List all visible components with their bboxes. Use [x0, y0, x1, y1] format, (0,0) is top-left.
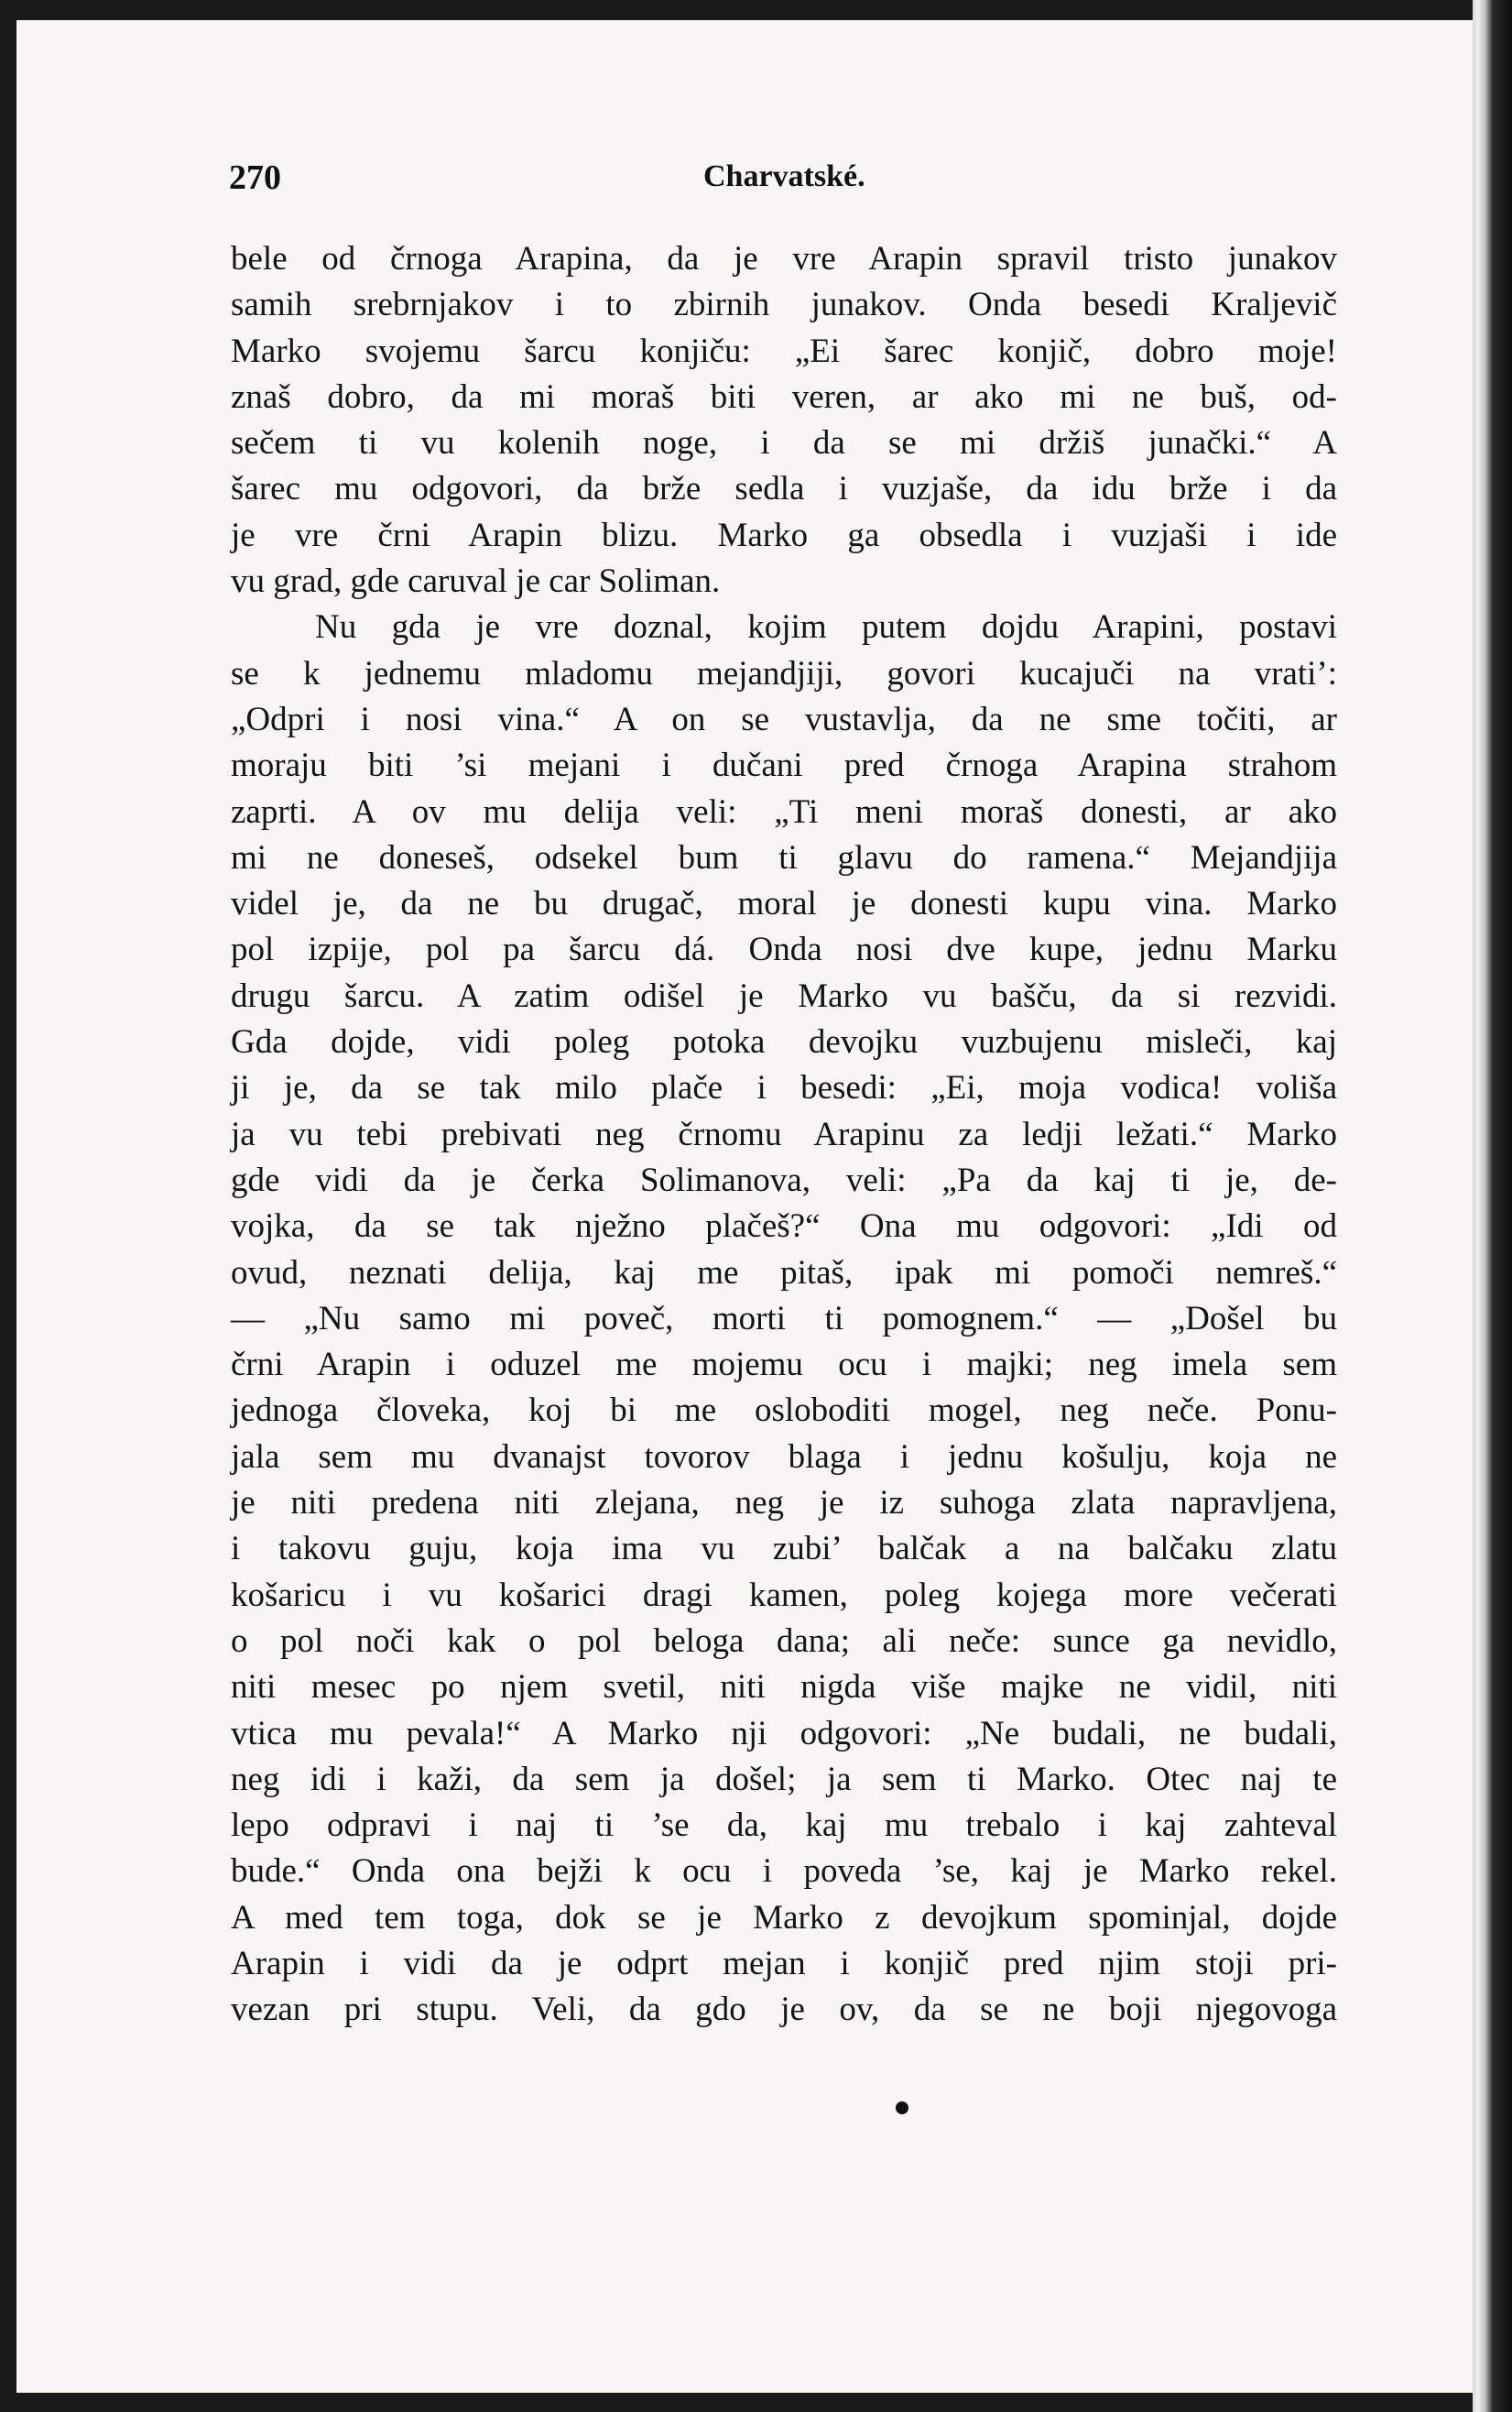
text-line: jednoga človeka, koj bi me osloboditi mogel, neg neče. Ponu- [231, 1392, 1337, 1430]
text-line: jala sem mu dvanajst tovorov blaga i jednu košulju, koja ne [231, 1437, 1337, 1476]
ink-dot [896, 2101, 908, 2114]
text-line: mi ne doneseš, odsekel bum ti glavu do ramena.“ Mejandjija [231, 838, 1337, 877]
text-line: bele od črnoga Arapina, da je vre Arapin spravil tristo junakov [231, 240, 1337, 278]
text-line: zaprti. A ov mu delija veli: „Ti meni moraš donesti, ar ako [231, 792, 1337, 831]
text-line: ji je, da se tak milo plače i besedi: „Ei, moja vodica! voliša [231, 1069, 1337, 1108]
text-line: črni Arapin i oduzel me mojemu ocu i majki; neg imela sem [231, 1346, 1337, 1384]
text-line: — „Nu samo mi poveč, morti ti pomognem.“ — „Došel bu [231, 1299, 1337, 1337]
text-line: Arapin i vidi da je odprt mejan i konjič pred njim stoji pri- [231, 1944, 1337, 1982]
text-line: videl je, da ne bu drugač, moral je donesti kupu vina. Marko [231, 885, 1337, 923]
text-line: znaš dobro, da mi moraš biti veren, ar ako mi ne buš, od- [231, 377, 1337, 416]
text-line: bude.“ Onda ona bejži k ocu i poveda ’se, kaj je Marko rekel. [231, 1852, 1337, 1891]
text-line: košaricu i vu košarici dragi kamen, poleg kojega more večerati [231, 1576, 1337, 1614]
text-line: „Odpri i nosi vina.“ A on se vustavlja, da ne sme točiti, ar [231, 700, 1337, 738]
text-line: moraju biti ’si mejani i dučani pred črnoga Arapina strahom [231, 747, 1337, 785]
text-line: i takovu guju, koja ima vu zubi’ balčak a na balčaku zlatu [231, 1530, 1337, 1568]
text-line: vu grad, gde caruval je car Soliman. [231, 562, 721, 601]
text-line: Gda dojde, vidi poleg potoka devojku vuzbujenu misleči, kaj [231, 1023, 1337, 1062]
text-line: niti mesec po njem svetil, niti nigda više majke ne vidil, niti [231, 1668, 1337, 1707]
text-line: neg idi i kaži, da sem ja došel; ja sem ti Marko. Otec naj te [231, 1760, 1337, 1798]
text-line: pol izpije, pol pa šarcu dá. Onda nosi dve kupe, jednu Marku [231, 931, 1337, 969]
text-line: je niti predena niti zlejana, neg je iz suhoga zlata napravljena, [231, 1484, 1337, 1523]
running-title: Charvatské. [703, 159, 865, 193]
text-line: ovud, neznati delija, kaj me pitaš, ipak mi pomoči nemreš.“ [231, 1253, 1337, 1292]
page-header [229, 158, 1337, 203]
page-number: 270 [229, 158, 281, 197]
text-line: o pol noči kak o pol beloga dana; ali neče: sunce ga nevidlo, [231, 1621, 1337, 1660]
body-text [231, 236, 1337, 2034]
text-line: vtica mu pevala!“ A Marko nji odgovori: „Ne budali, ne budali, [231, 1714, 1337, 1752]
text-line: vojka, da se tak nježno plačeš?“ Ona mu odgovori: „Idi od [231, 1207, 1337, 1246]
text-line: A med tem toga, dok se je Marko z devojkum spominjal, dojde [231, 1898, 1337, 1937]
text-line: šarec mu odgovori, da brže sedla i vuzjaše, da idu brže i da [231, 470, 1337, 508]
text-line: Nu gda je vre doznal, kojim putem dojdu Arapini, postavi [315, 608, 1337, 647]
text-line: se k jednemu mladomu mejandjiji, govori kucajuči na vrati’: [231, 654, 1337, 693]
page-edge [1473, 0, 1512, 2412]
text-line: drugu šarcu. A zatim odišel je Marko vu bašču, da si rezvidi. [231, 977, 1337, 1015]
text-line: sečem ti vu kolenih noge, i da se mi držiš junački.“ A [231, 424, 1337, 463]
text-line: vezan pri stupu. Veli, da gdo je ov, da se ne boji njegovoga [231, 1991, 1337, 2029]
text-line: ja vu tebi prebivati neg črnomu Arapinu za ledji ležati.“ Marko [231, 1115, 1337, 1153]
text-line: Marko svojemu šarcu konjiču: „Ei šarec konjič, dobro moje! [231, 332, 1337, 370]
text-line: samih srebrnjakov i to zbirnih junakov. Onda besedi Kraljevič [231, 286, 1337, 324]
text-line: gde vidi da je čerka Solimanova, veli: „Pa da kaj ti je, de- [231, 1161, 1337, 1199]
text-line: je vre črni Arapin blizu. Marko ga obsedla i vuzjaši i ide [231, 516, 1337, 554]
text-line: lepo odpravi i naj ti ’se da, kaj mu trebalo i kaj zahteval [231, 1806, 1337, 1845]
